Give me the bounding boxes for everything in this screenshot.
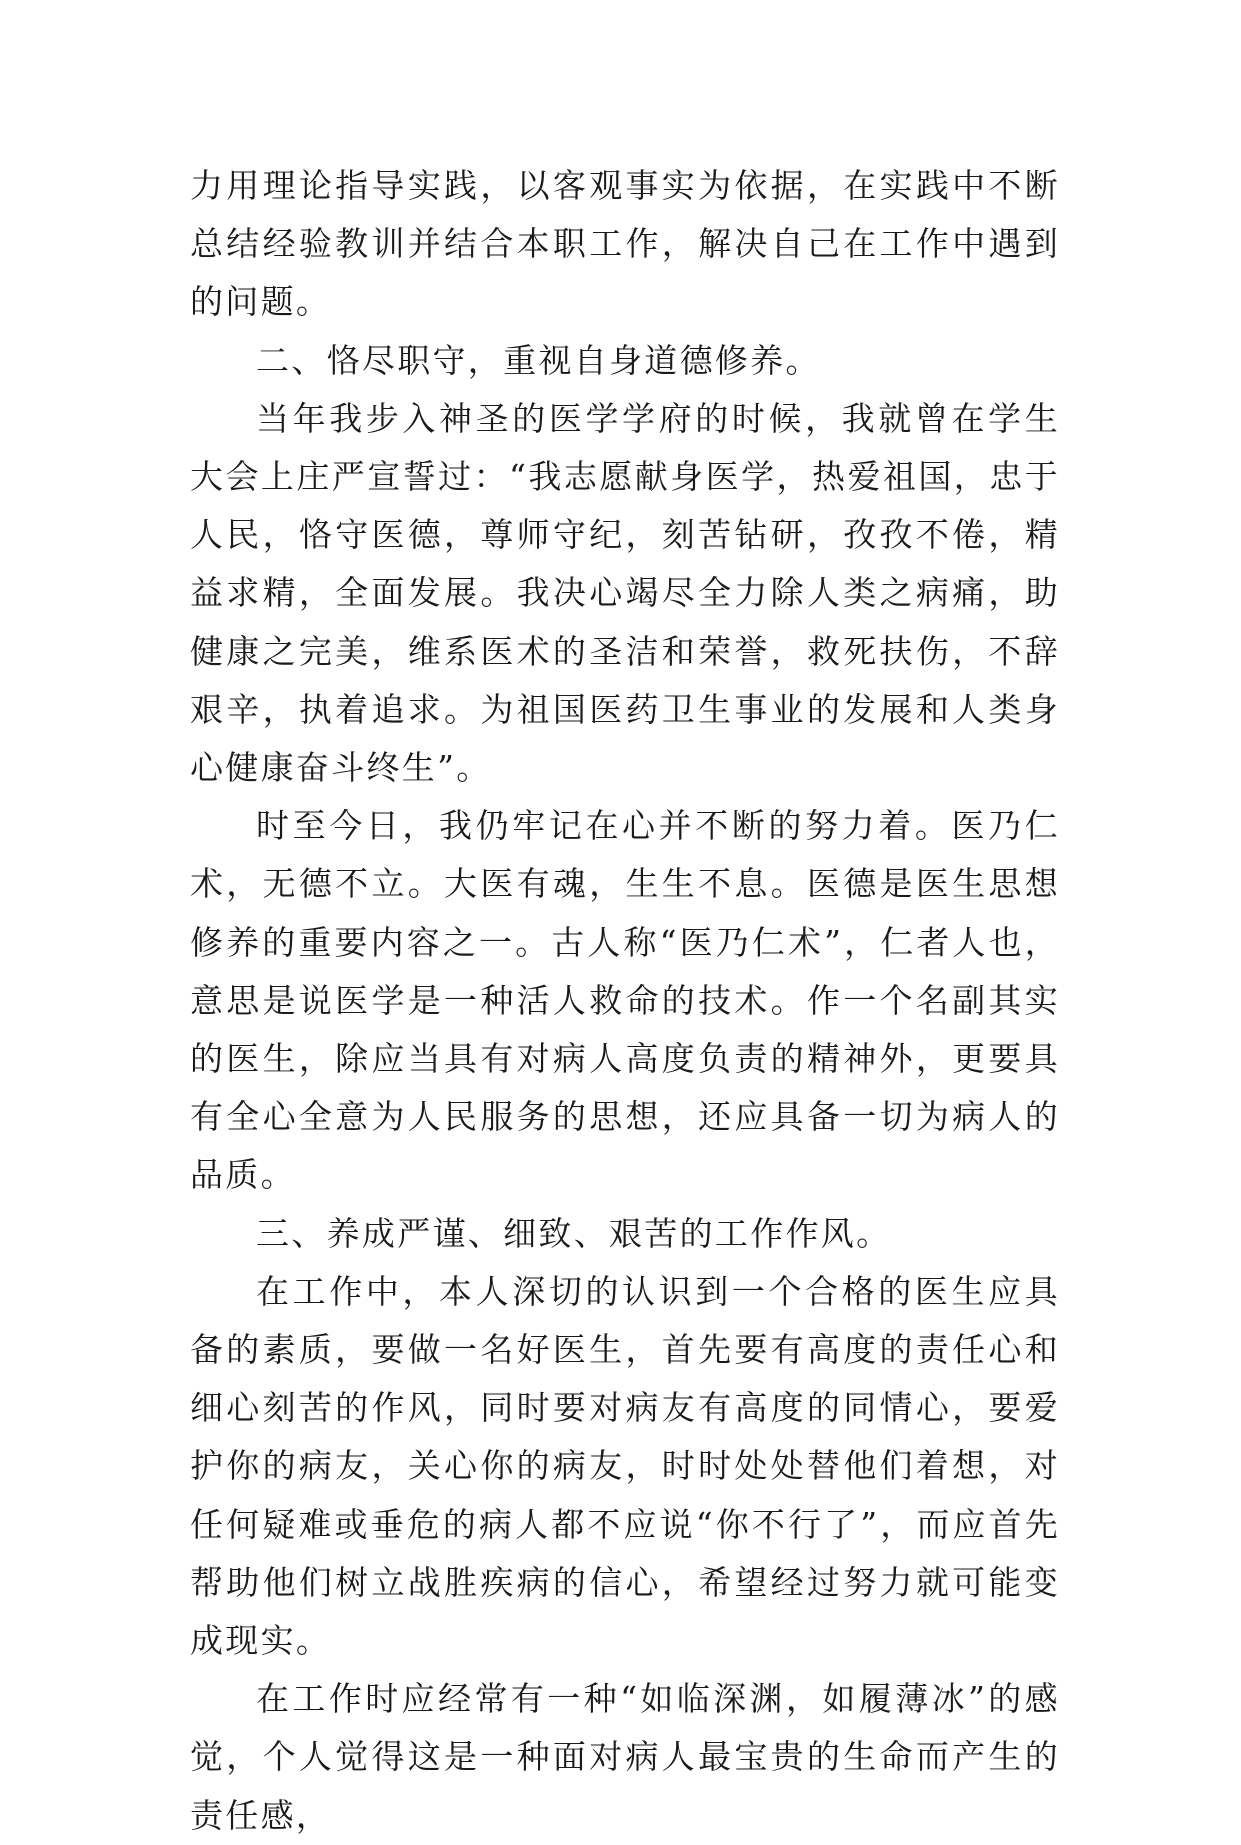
paragraph-responsibility: 在工作时应经常有一种“如临深渊，如履薄冰”的感觉，个人觉得这是一种面对病人最宝贵的生命而产生的责任感， [190, 1679, 1060, 1835]
paragraph-continuation: 力用理论指导实践，以客观事实为依据，在实践中不断总结经验教训并结合本职工作，解决自己在工作中遇到的问题。 [190, 166, 1060, 322]
document-body [190, 157, 1060, 1845]
paragraph-oath: 当年我步入神圣的医学学府的时候，我就曾在学生大会上庄严宣誓过：“我志愿献身医学，热爱祖国，忠于人民，恪守医德，尊师守纪，刻苦钻研，孜孜不倦，精益求精，全面发展。我决心竭尽全力除人类之病痛，助健康之完美，维系医术的圣洁和荣誉，救死扶伤，不辞艰辛，执着追求。为祖国医药卫生事业的发展和人类身心健康奋斗终生”。 [190, 398, 1060, 788]
section-heading-3: 三、养成严谨、细致、艰苦的工作作风。 [256, 1213, 892, 1253]
section-heading-2: 二、恪尽职守，重视自身道德修养。 [256, 340, 821, 380]
paragraph-medical-ethics: 时至今日，我仍牢记在心并不断的努力着。医乃仁术，无德不立。大医有魂，生生不息。医德是医生思想修养的重要内容之一。古人称“医乃仁术”，仁者人也，意思是说医学是一种活人救命的技术。作一个名副其实的医生，除应当具有对病人高度负责的精神外，更要具有全心全意为人民服务的思想，还应具备一切为病人的品质。 [190, 806, 1060, 1195]
paragraph-qualities: 在工作中，本人深切的认识到一个合格的医生应具备的素质，要做一名好医生，首先要有高度的责任心和细心刻苦的作风，同时要对病友有高度的同情心，要爱护你的病友，关心你的病友，时时处处替他们着想，对任何疑难或垂危的病人都不应说“你不行了”，而应首先帮助他们树立战胜疾病的信心，希望经过努力就可能变成现实。 [190, 1271, 1060, 1661]
